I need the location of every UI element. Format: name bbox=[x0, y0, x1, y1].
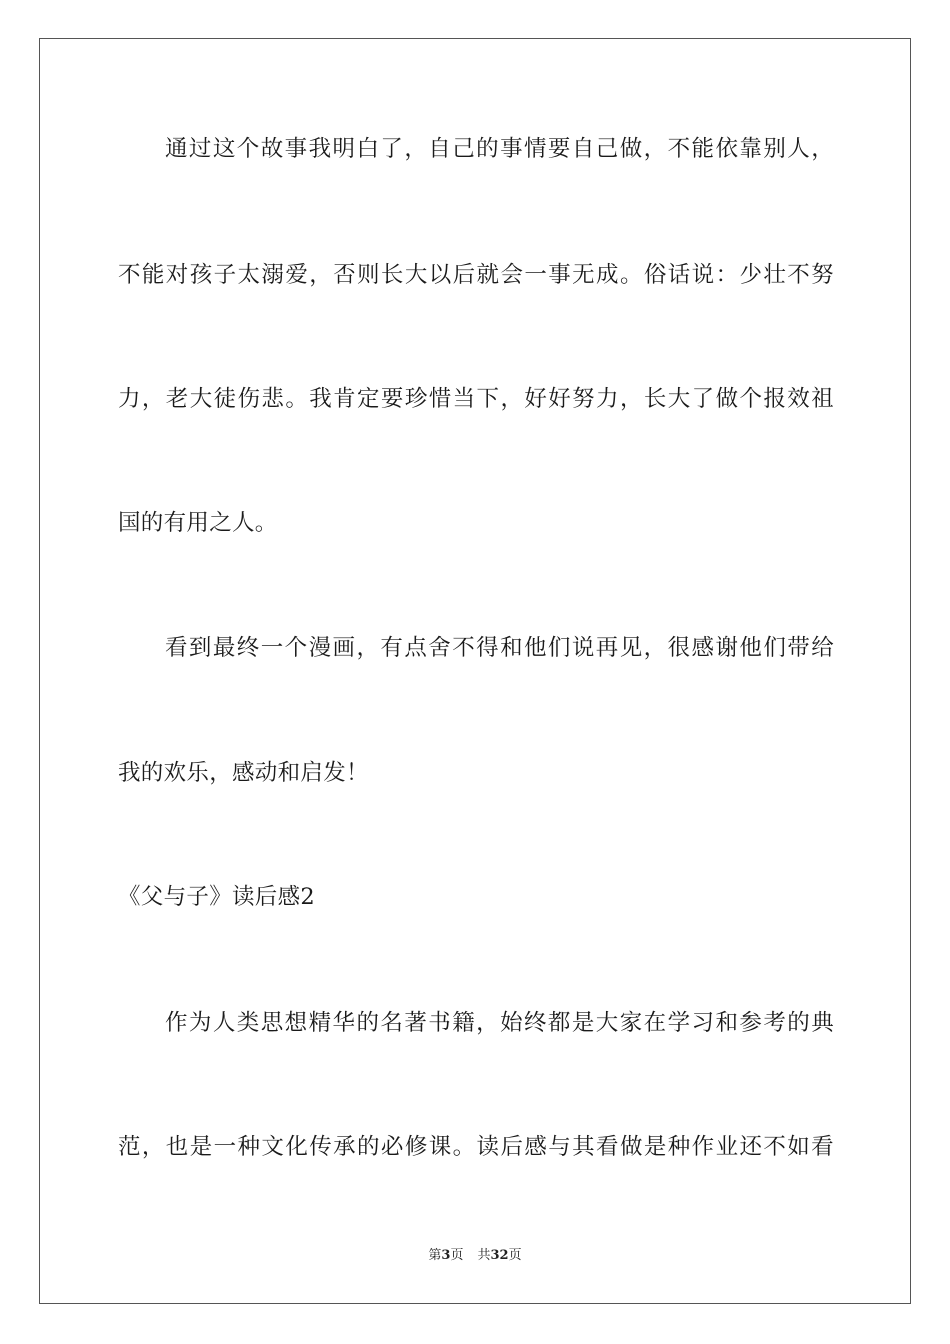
page-footer bbox=[0, 1247, 950, 1265]
page-border bbox=[39, 38, 911, 1304]
paragraph-3-line-2: 范，也是一种文化传承的必修课。读后感与其看做是种作业还不如看 bbox=[118, 1134, 834, 1160]
paragraph-2-line-2: 我的欢乐，感动和启发！ bbox=[118, 760, 369, 786]
total-pages: 32 bbox=[490, 1248, 509, 1263]
page-number: 3 bbox=[441, 1248, 451, 1263]
total-prefix: 共 bbox=[477, 1248, 491, 1263]
paragraph-1-line-4: 国的有用之人。 bbox=[118, 510, 278, 536]
paragraph-1-line-3: 力，老大徒伤悲。我肯定要珍惜当下，好好努力，长大了做个报效祖 bbox=[118, 386, 834, 412]
section-heading: 《父与子》读后感2 bbox=[118, 884, 316, 910]
page-prefix: 第 bbox=[428, 1248, 442, 1263]
total-suffix: 页 bbox=[508, 1248, 522, 1263]
page-suffix: 页 bbox=[450, 1248, 464, 1263]
paragraph-2-line-1: 看到最终一个漫画，有点舍不得和他们说再见，很感谢他们带给 bbox=[165, 635, 834, 661]
paragraph-1-line-2: 不能对孩子太溺爱，否则长大以后就会一事无成。俗话说：少壮不努 bbox=[118, 262, 834, 288]
paragraph-3-line-1: 作为人类思想精华的名著书籍，始终都是大家在学习和参考的典 bbox=[165, 1010, 834, 1036]
paragraph-1-line-1: 通过这个故事我明白了，自己的事情要自己做，不能依靠别人， bbox=[165, 136, 834, 162]
